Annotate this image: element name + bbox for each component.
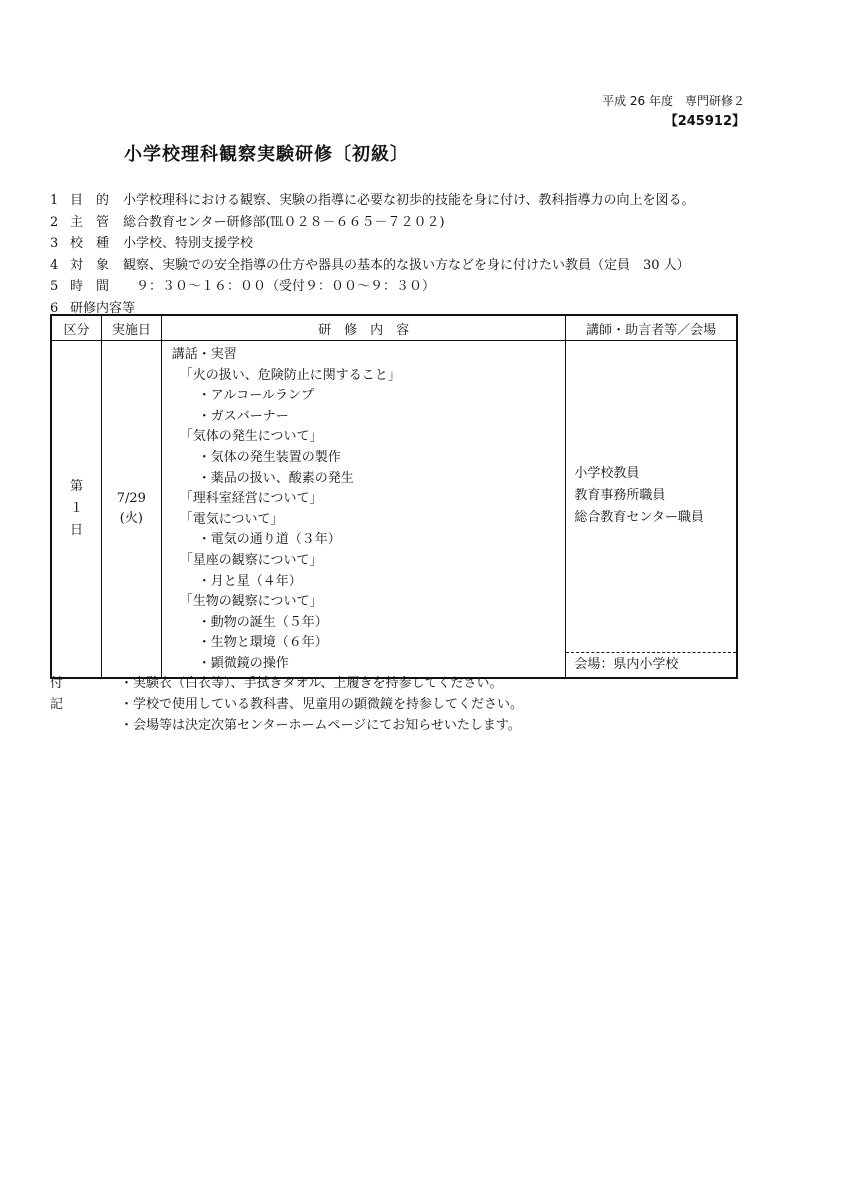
content-line: ・ガスバーナー bbox=[197, 408, 289, 424]
instructor-list bbox=[574, 463, 703, 529]
course-code: 【245912】 bbox=[664, 114, 745, 129]
item-number: 2 bbox=[50, 214, 59, 230]
day-text: 第 bbox=[69, 478, 83, 494]
schedule-table bbox=[50, 314, 738, 679]
item-number: 3 bbox=[50, 236, 59, 251]
day-cell bbox=[51, 341, 101, 678]
weekday-text: (火) bbox=[119, 510, 143, 526]
note-item: ・会場等は決定次第センターホームページにてお知らせいたします。 bbox=[120, 718, 521, 733]
info-item-purpose bbox=[50, 190, 694, 212]
notes-section bbox=[50, 673, 523, 736]
content-line: ・生物と環境（６年） bbox=[197, 635, 328, 651]
item-label: 校 種 bbox=[70, 236, 110, 251]
instructor-item: 総合教育センター職員 bbox=[574, 510, 704, 525]
item-number: 6 bbox=[50, 300, 59, 316]
item-number: 4 bbox=[50, 257, 59, 273]
item-text: 観察、実験での安全指導の仕方や器具の基本的な扱い方などを身に付けたい教員（定員 30 人） bbox=[123, 257, 690, 273]
instructor-item: 教育事務所職員 bbox=[574, 488, 666, 503]
content-line: ・月と星（４年） bbox=[197, 573, 302, 589]
venue-text: 会場：県内小学校 bbox=[566, 652, 736, 677]
content-line: 「電気について」 bbox=[179, 511, 284, 527]
content-line: 「星座の観察について」 bbox=[179, 552, 323, 568]
header-instructor: 講師・助言者等／会場 bbox=[566, 315, 737, 341]
note-item: ・実験衣（白衣等）、手拭きタオル、上履きを持参してください。 bbox=[120, 676, 503, 691]
content-line: ・気体の発生装置の製作 bbox=[197, 449, 341, 465]
fiscal-year-label: 平成 26 年度 専門研修２ bbox=[602, 94, 745, 108]
instructor-item: 小学校教員 bbox=[574, 466, 640, 481]
content-line: ・薬品の扱い、酸素の発生 bbox=[197, 470, 354, 486]
table-row bbox=[51, 341, 737, 678]
content-line: ・顕微鏡の操作 bbox=[197, 655, 289, 671]
content-line: 「気体の発生について」 bbox=[179, 429, 323, 445]
course-info-list bbox=[50, 190, 694, 319]
date-text: 7/29 bbox=[116, 490, 146, 506]
info-item-target bbox=[50, 255, 694, 277]
item-number: 5 bbox=[50, 279, 59, 294]
notes-label: 付 記 bbox=[50, 676, 93, 712]
item-label: 主 管 bbox=[70, 214, 110, 230]
item-text: ９：３０～１６：００（受付９：００～９：３０） bbox=[123, 279, 436, 294]
info-item-time bbox=[50, 276, 694, 298]
document-title: 小学校理科観察実験研修〔初級〕 bbox=[124, 144, 409, 165]
instructor-cell bbox=[566, 341, 737, 678]
header-date: 実施日 bbox=[101, 315, 161, 341]
day-text: 日 bbox=[69, 522, 83, 538]
info-item-school-type bbox=[50, 233, 694, 255]
content-line: 「生物の観察について」 bbox=[179, 594, 323, 610]
item-text: 研修内容等 bbox=[70, 300, 136, 316]
header-content: 研 修 内 容 bbox=[161, 315, 566, 341]
item-label: 目 的 bbox=[70, 193, 110, 208]
note-item: ・学校で使用している教科書、児童用の顕微鏡を持参してください。 bbox=[120, 697, 524, 712]
item-text: 小学校理科における観察、実験の指導に必要な初歩的技能を身に付け、教科指導力の向上を図る。 bbox=[123, 193, 695, 208]
item-label: 時 間 bbox=[70, 279, 110, 294]
content-line: ・動物の誕生（５年） bbox=[197, 614, 328, 630]
item-text: 総合教育センター研修部(℡０２８－６６５－７２０２) bbox=[123, 214, 445, 230]
content-line: 講話・実習 bbox=[171, 347, 237, 362]
item-text: 小学校、特別支援学校 bbox=[123, 236, 254, 251]
content-line: ・電気の通り道（３年） bbox=[197, 532, 341, 548]
header-kubun: 区分 bbox=[51, 315, 101, 341]
day-text: １ bbox=[69, 500, 83, 516]
table-header-row bbox=[51, 315, 737, 341]
content-line: 「理科室経営について」 bbox=[179, 491, 323, 507]
item-label: 対 象 bbox=[70, 257, 110, 273]
item-number: 1 bbox=[50, 193, 59, 208]
content-cell bbox=[161, 341, 566, 678]
content-line: 「火の扱い、危険防止に関すること」 bbox=[179, 367, 401, 383]
notes-list bbox=[120, 673, 523, 736]
date-cell bbox=[101, 341, 161, 678]
content-line: ・アルコールランプ bbox=[197, 388, 315, 404]
info-item-organizer bbox=[50, 212, 694, 234]
